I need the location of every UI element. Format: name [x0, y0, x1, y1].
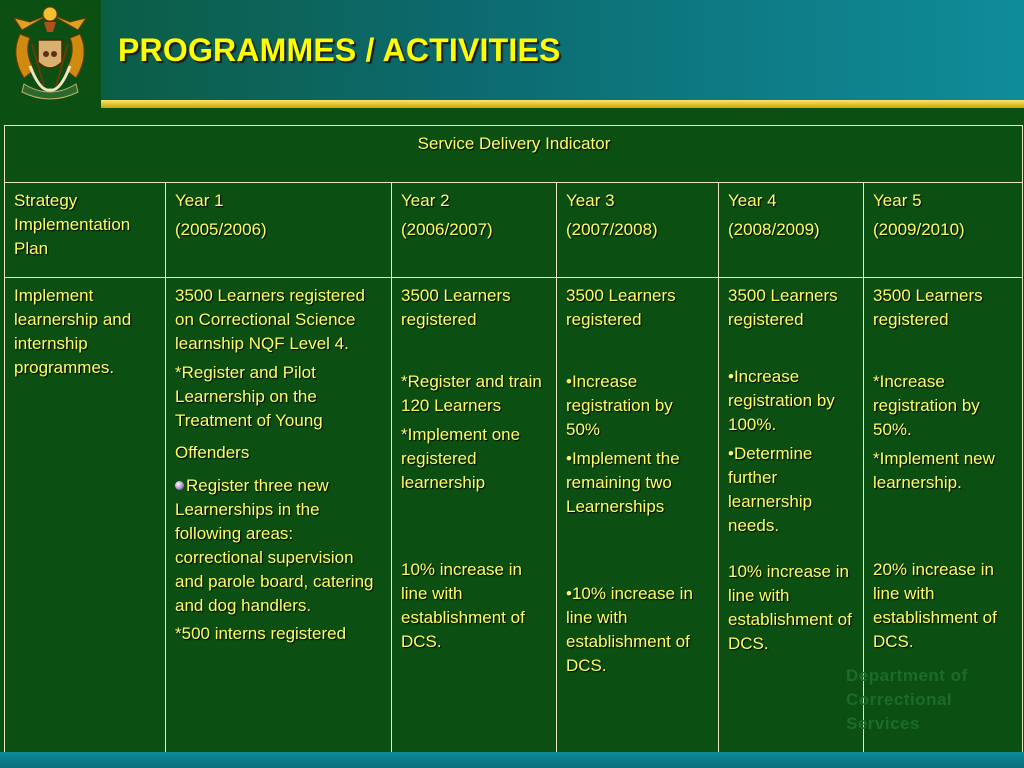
bullet-dot-icon: • — [566, 584, 572, 603]
table-top-header: Service Delivery Indicator — [5, 126, 1023, 183]
cell-year-4 — [719, 278, 864, 753]
logo-panel — [0, 0, 101, 108]
year3-item-text: Implement the remaining two Learnerships — [566, 449, 680, 516]
column-header-label: Year 1 — [175, 191, 224, 210]
year5-item: 20% increase in line with establishment of DCS. — [873, 560, 997, 651]
column-header-label: Year 4 — [728, 191, 777, 210]
column-header-period: (2005/2006) — [175, 220, 267, 239]
footer-band — [0, 752, 1024, 768]
year1-item: 3500 Learners registered on Correctional Science learnship NQF Level 4. — [175, 286, 365, 353]
year5-item: *Increase registration by 50%. — [873, 372, 980, 439]
service-delivery-table — [4, 125, 1023, 753]
bullet-sphere-icon — [175, 481, 184, 490]
year4-item: 3500 Learners registered — [728, 286, 838, 329]
year4-item: 10% increase in line with establishment of DCS. — [728, 562, 852, 653]
year3-bullet-item — [566, 582, 710, 678]
cell-year-1 — [166, 278, 392, 753]
bullet-dot-icon: • — [566, 372, 572, 391]
year4-item-text: Increase registration by 100%. — [728, 367, 835, 434]
watermark-line: Department of — [846, 666, 968, 685]
coat-of-arms-icon — [0, 0, 101, 106]
year2-item: *Register and train 120 Learners — [401, 372, 542, 415]
year1-item: *Register and Pilot Learnership on the Treatment of Young — [175, 363, 323, 430]
watermark-line: Correctional — [846, 690, 953, 709]
column-header-year-3 — [557, 183, 719, 278]
column-header-year-2 — [392, 183, 557, 278]
year2-item: 10% increase in line with establishment of DCS. — [401, 560, 525, 651]
year5-item: *Implement new learnership. — [873, 449, 995, 492]
year3-bullet-item — [566, 370, 710, 442]
column-header-period: (2006/2007) — [401, 220, 493, 239]
bullet-dot-icon: • — [728, 444, 734, 463]
year1-item-text: Register three new Learnerships in the following areas: correctional supervision and parole board, catering and dog handlers. — [175, 476, 374, 615]
year4-item-text: Determine further learnership needs. — [728, 444, 813, 535]
cell-strategy — [5, 278, 166, 753]
year3-item: 3500 Learners registered — [566, 286, 676, 329]
slide-title: PROGRAMMES / ACTIVITIES — [118, 32, 561, 68]
year3-item-text: Increase registration by 50% — [566, 372, 673, 439]
column-header-period: (2008/2009) — [728, 220, 820, 239]
year1-item: Offenders — [175, 443, 250, 462]
department-watermark — [846, 664, 968, 736]
column-header-year-1 — [166, 183, 392, 278]
watermark-line: Services — [846, 714, 920, 733]
column-header-label: Year 5 — [873, 191, 922, 210]
year2-item: *Implement one registered learnership — [401, 425, 521, 492]
cell-year-3 — [557, 278, 719, 753]
year1-item: *500 interns registered — [175, 624, 347, 643]
header-gold-rule — [101, 100, 1024, 108]
year2-item: 3500 Learners registered — [401, 286, 511, 329]
year4-bullet-item — [728, 442, 855, 538]
column-header-strategy — [5, 183, 166, 278]
year3-item-text: 10% increase in line with establishment of DCS. — [566, 584, 693, 675]
bullet-dot-icon: • — [566, 449, 572, 468]
year4-bullet-item — [728, 365, 855, 437]
column-header-period: (2007/2008) — [566, 220, 658, 239]
year1-bullet-item — [175, 474, 383, 618]
column-header-label: Year 2 — [401, 191, 450, 210]
column-header-label: Year 3 — [566, 191, 615, 210]
cell-year-2 — [392, 278, 557, 753]
year5-item: 3500 Learners registered — [873, 286, 983, 329]
column-header-period: (2009/2010) — [873, 220, 965, 239]
strategy-text: Implement learnership and internship programmes. — [14, 286, 132, 377]
column-header-label: Strategy Implementation Plan — [14, 191, 131, 258]
column-header-year-4 — [719, 183, 864, 278]
bullet-dot-icon: • — [728, 367, 734, 386]
column-header-year-5 — [864, 183, 1023, 278]
year3-bullet-item — [566, 447, 710, 519]
